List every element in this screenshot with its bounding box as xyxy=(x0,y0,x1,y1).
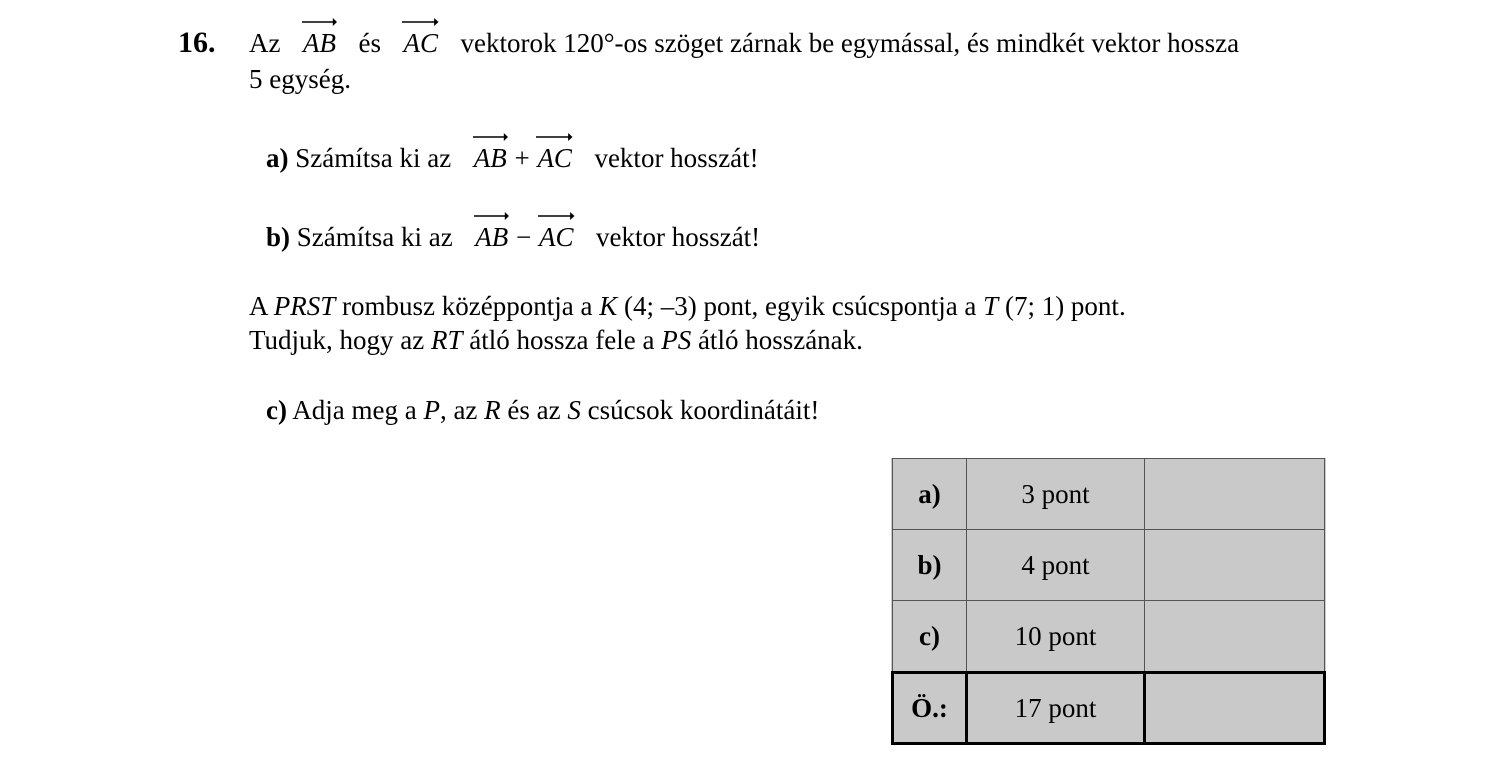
point-t: T xyxy=(983,291,999,321)
text: átló hossza fele a xyxy=(469,325,655,355)
vector-arrow-icon xyxy=(402,17,439,27)
operator-plus: + xyxy=(514,143,530,173)
total-points-cell: 17 pont xyxy=(967,673,1145,744)
text: , az xyxy=(439,395,478,425)
question-b-text-1: Számítsa ki az xyxy=(296,222,453,252)
text: és az xyxy=(507,395,561,425)
question-a-text-1: Számítsa ki az xyxy=(295,143,452,173)
problem-intro-line-2: 5 egység. xyxy=(249,64,351,94)
text: csúcsok koordinátáit! xyxy=(587,395,820,425)
vector-arrow-icon xyxy=(536,132,573,142)
vector-ab: AB xyxy=(302,26,337,60)
part-cell: a) xyxy=(893,459,967,530)
text: Adja meg a xyxy=(292,395,417,425)
text: átló hosszának. xyxy=(697,325,863,355)
question-c xyxy=(266,393,819,427)
rhombus-paragraph-line-1 xyxy=(249,289,1126,323)
total-score-cell[interactable] xyxy=(1145,673,1325,744)
diagonal-rt: RT xyxy=(431,325,463,355)
question-a-label: a) xyxy=(266,143,289,173)
question-b-label: b) xyxy=(266,222,291,252)
points-cell: 4 pont xyxy=(967,530,1145,601)
rhombus-name: PRST xyxy=(273,291,336,321)
question-c-label: c) xyxy=(266,395,287,425)
operator-minus: − xyxy=(515,222,532,252)
vector-ab: AB xyxy=(474,220,509,254)
total-label-cell: Ö.: xyxy=(893,673,967,744)
vector-arrow-icon xyxy=(302,17,337,27)
score-table xyxy=(891,458,1326,745)
text: (7; 1) pont. xyxy=(1004,291,1126,321)
vector-ac: AC xyxy=(402,26,439,60)
vector-ac: AC xyxy=(536,141,573,175)
table-row xyxy=(893,530,1325,601)
vector-ac: AC xyxy=(538,220,575,254)
problem-number: 16. xyxy=(178,26,216,59)
part-cell: b) xyxy=(893,530,967,601)
point-r: R xyxy=(484,395,501,425)
vector-arrow-icon xyxy=(474,211,509,221)
table-row-total xyxy=(893,673,1325,744)
rhombus-paragraph-line-2 xyxy=(249,323,863,357)
part-cell: c) xyxy=(893,601,967,673)
question-b-text-2: vektor hosszát! xyxy=(595,222,761,252)
question-a-text-2: vektor hosszát! xyxy=(594,143,759,173)
table-row xyxy=(893,601,1325,673)
question-b xyxy=(266,220,760,254)
point-p: P xyxy=(423,395,440,425)
text: Tudjuk, hogy az xyxy=(249,325,425,355)
score-cell[interactable] xyxy=(1145,601,1325,673)
question-a xyxy=(266,141,759,175)
points-cell: 10 pont xyxy=(967,601,1145,673)
point-s: S xyxy=(567,395,581,425)
text: A xyxy=(249,291,268,321)
intro-text-3: vektorok 120°-os szöget zárnak be egymással, és mindkét vektor hossza xyxy=(460,28,1240,58)
table-row xyxy=(893,459,1325,530)
diagonal-ps: PS xyxy=(661,325,692,355)
vector-arrow-icon xyxy=(538,211,575,221)
vector-ab: AB xyxy=(473,141,508,175)
intro-text-2: és xyxy=(358,28,381,58)
score-cell[interactable] xyxy=(1145,530,1325,601)
point-k: K xyxy=(599,291,618,321)
vector-arrow-icon xyxy=(473,132,508,142)
intro-text-1: Az xyxy=(249,28,281,58)
score-cell[interactable] xyxy=(1145,459,1325,530)
points-cell: 3 pont xyxy=(967,459,1145,530)
text: rombusz középpontja a xyxy=(342,291,593,321)
text: (4; –3) pont, egyik csúcspontja a xyxy=(623,291,977,321)
problem-intro-line-1 xyxy=(249,26,1239,60)
